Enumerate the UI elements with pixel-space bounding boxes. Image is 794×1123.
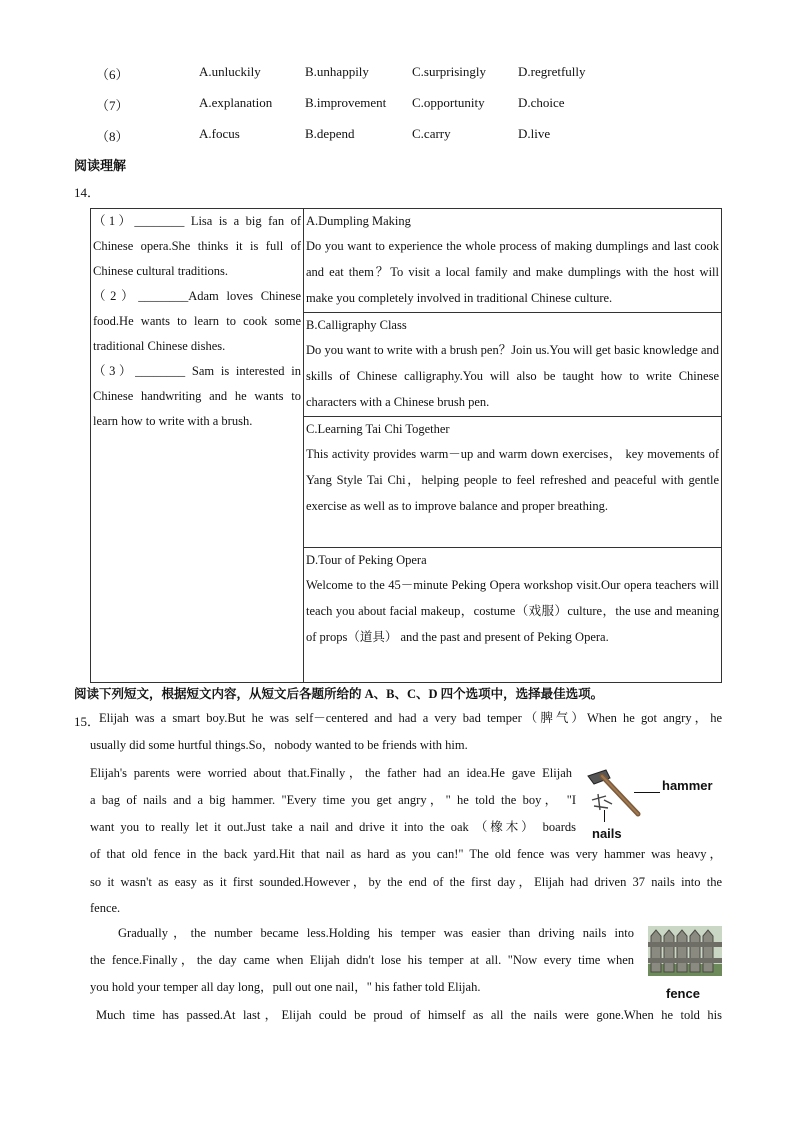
hammer-nails-figure xyxy=(584,764,724,844)
option-c: C.carry xyxy=(412,126,451,141)
option-a: A.unluckily xyxy=(199,64,261,79)
passage-line: Elijah's parents were worried about that.Finally，the father had an idea.He gave Elijah xyxy=(90,766,572,780)
activity-cell-c xyxy=(304,417,722,548)
passage-line: a bag of nails and a big hammer. "Every time you get angry，" he told the boy， "I xyxy=(90,793,576,807)
passage-line: Much time has passed.At last，Elijah could be proud of himself as all the nails were gone.When he told his xyxy=(96,1008,722,1022)
passage-line: Elijah was a smart boy.But he was self－centered and had a very bad temper（脾气）When he got angry，he xyxy=(99,711,722,725)
activity-cell-a xyxy=(304,209,722,313)
option-d: D.regretfully xyxy=(518,64,586,79)
fence-label: fence xyxy=(666,986,700,1001)
option-row-6 xyxy=(0,64,794,84)
activity-body: Welcome to the 45－minute Peking Opera workshop visit.Our opera teachers will teach you about facial makeup，costume（戏服）culture，the use and meaning of props（道具） and the past and present of Peking Opera. xyxy=(306,578,719,644)
people-column xyxy=(91,209,304,683)
fence-icon xyxy=(648,926,722,976)
activity-title: A.Dumpling Making xyxy=(306,214,411,228)
passage-line: usually did some hurtful things.So，nobody wanted to be friends with him. xyxy=(90,738,468,752)
matching-table xyxy=(90,208,722,683)
option-d: D.choice xyxy=(518,95,565,110)
option-b: B.improvement xyxy=(305,95,387,110)
option-number: （6） xyxy=(96,67,129,82)
nails-icon xyxy=(592,794,612,810)
option-a: A.explanation xyxy=(199,95,273,110)
option-b: B.depend xyxy=(305,126,355,141)
option-number: （8） xyxy=(96,129,129,144)
person-item-3: （3）________ Sam is interested in Chinese handwriting and he wants to learn how to write with a brush. xyxy=(93,364,301,428)
option-c: C.surprisingly xyxy=(412,64,487,79)
passage-line: the fence.Finally，the day came when Elijah didn't lose his temper at all. "Now every time when xyxy=(90,953,634,967)
activity-title: C.Learning Tai Chi Together xyxy=(306,422,450,436)
question-number-14: 14． xyxy=(74,185,101,200)
instruction: 阅读下列短文，根据短文内容，从短文后各题所给的 A、B、C、D 四个选项中，选择最佳选项。 xyxy=(74,687,604,701)
question-number-15: 15． xyxy=(74,714,101,729)
hammer-label: hammer xyxy=(662,778,713,793)
activity-cell-d xyxy=(304,548,722,683)
option-number: （7） xyxy=(96,98,129,113)
option-a: A.focus xyxy=(199,126,240,141)
nails-label: nails xyxy=(592,826,622,841)
passage-line: fence. xyxy=(90,901,121,915)
activity-body: Do you want to experience the whole process of making dumplings and last cook and eat them？To visit a local family and make dumplings with the host will make you completely involved in traditional Chinese culture. xyxy=(306,239,719,305)
passage-line: Gradually，the number became less.Holding his temper was easier than driving nails into xyxy=(118,926,634,940)
option-row-8 xyxy=(0,126,794,146)
passage-line: want you to really let it out.Just take a nail and drive it into the oak （橡木） boards xyxy=(90,820,576,834)
activity-body: Do you want to write with a brush pen？Join us.You will get basic knowledge and skills of Chinese calligraphy.You will also be taught how to write Chinese characters with a Chinese brush pen. xyxy=(306,343,719,409)
option-b: B.unhappily xyxy=(305,64,369,79)
activity-title: D.Tour of Peking Opera xyxy=(306,553,427,567)
passage-line: so it wasn't as easy as it first sounded.However，by the end of the first day，Elijah had driven 37 nails into the xyxy=(90,875,722,889)
option-c: C.opportunity xyxy=(412,95,485,110)
hammer-icon xyxy=(584,766,644,826)
person-item-2: （2）________Adam loves Chinese food.He wants to learn to cook some traditional Chinese dishes. xyxy=(93,289,301,353)
option-d: D.live xyxy=(518,126,551,141)
fence-figure xyxy=(648,926,722,1004)
passage-line: you hold your temper all day long，pull out one nail，" his father told Elijah. xyxy=(90,980,481,994)
person-item-1: （1）________ Lisa is a big fan of Chinese opera.She thinks it is full of Chinese cultural traditions. xyxy=(93,214,301,278)
activity-body: This activity provides warm－up and warm down exercises， key movements of Yang Style Tai Chi，helping people to feel refreshed and peaceful with gentle exercise as well as to improve balance and proper breathing. xyxy=(306,447,719,513)
activity-title: B.Calligraphy Class xyxy=(306,318,407,332)
option-row-7 xyxy=(0,95,794,115)
section-heading: 阅读理解 xyxy=(74,158,127,173)
activity-cell-b xyxy=(304,313,722,417)
passage-line: of that old fence in the back yard.Hit that nail as hard as you can!" The old fence was very hammer was heavy， xyxy=(90,847,722,861)
